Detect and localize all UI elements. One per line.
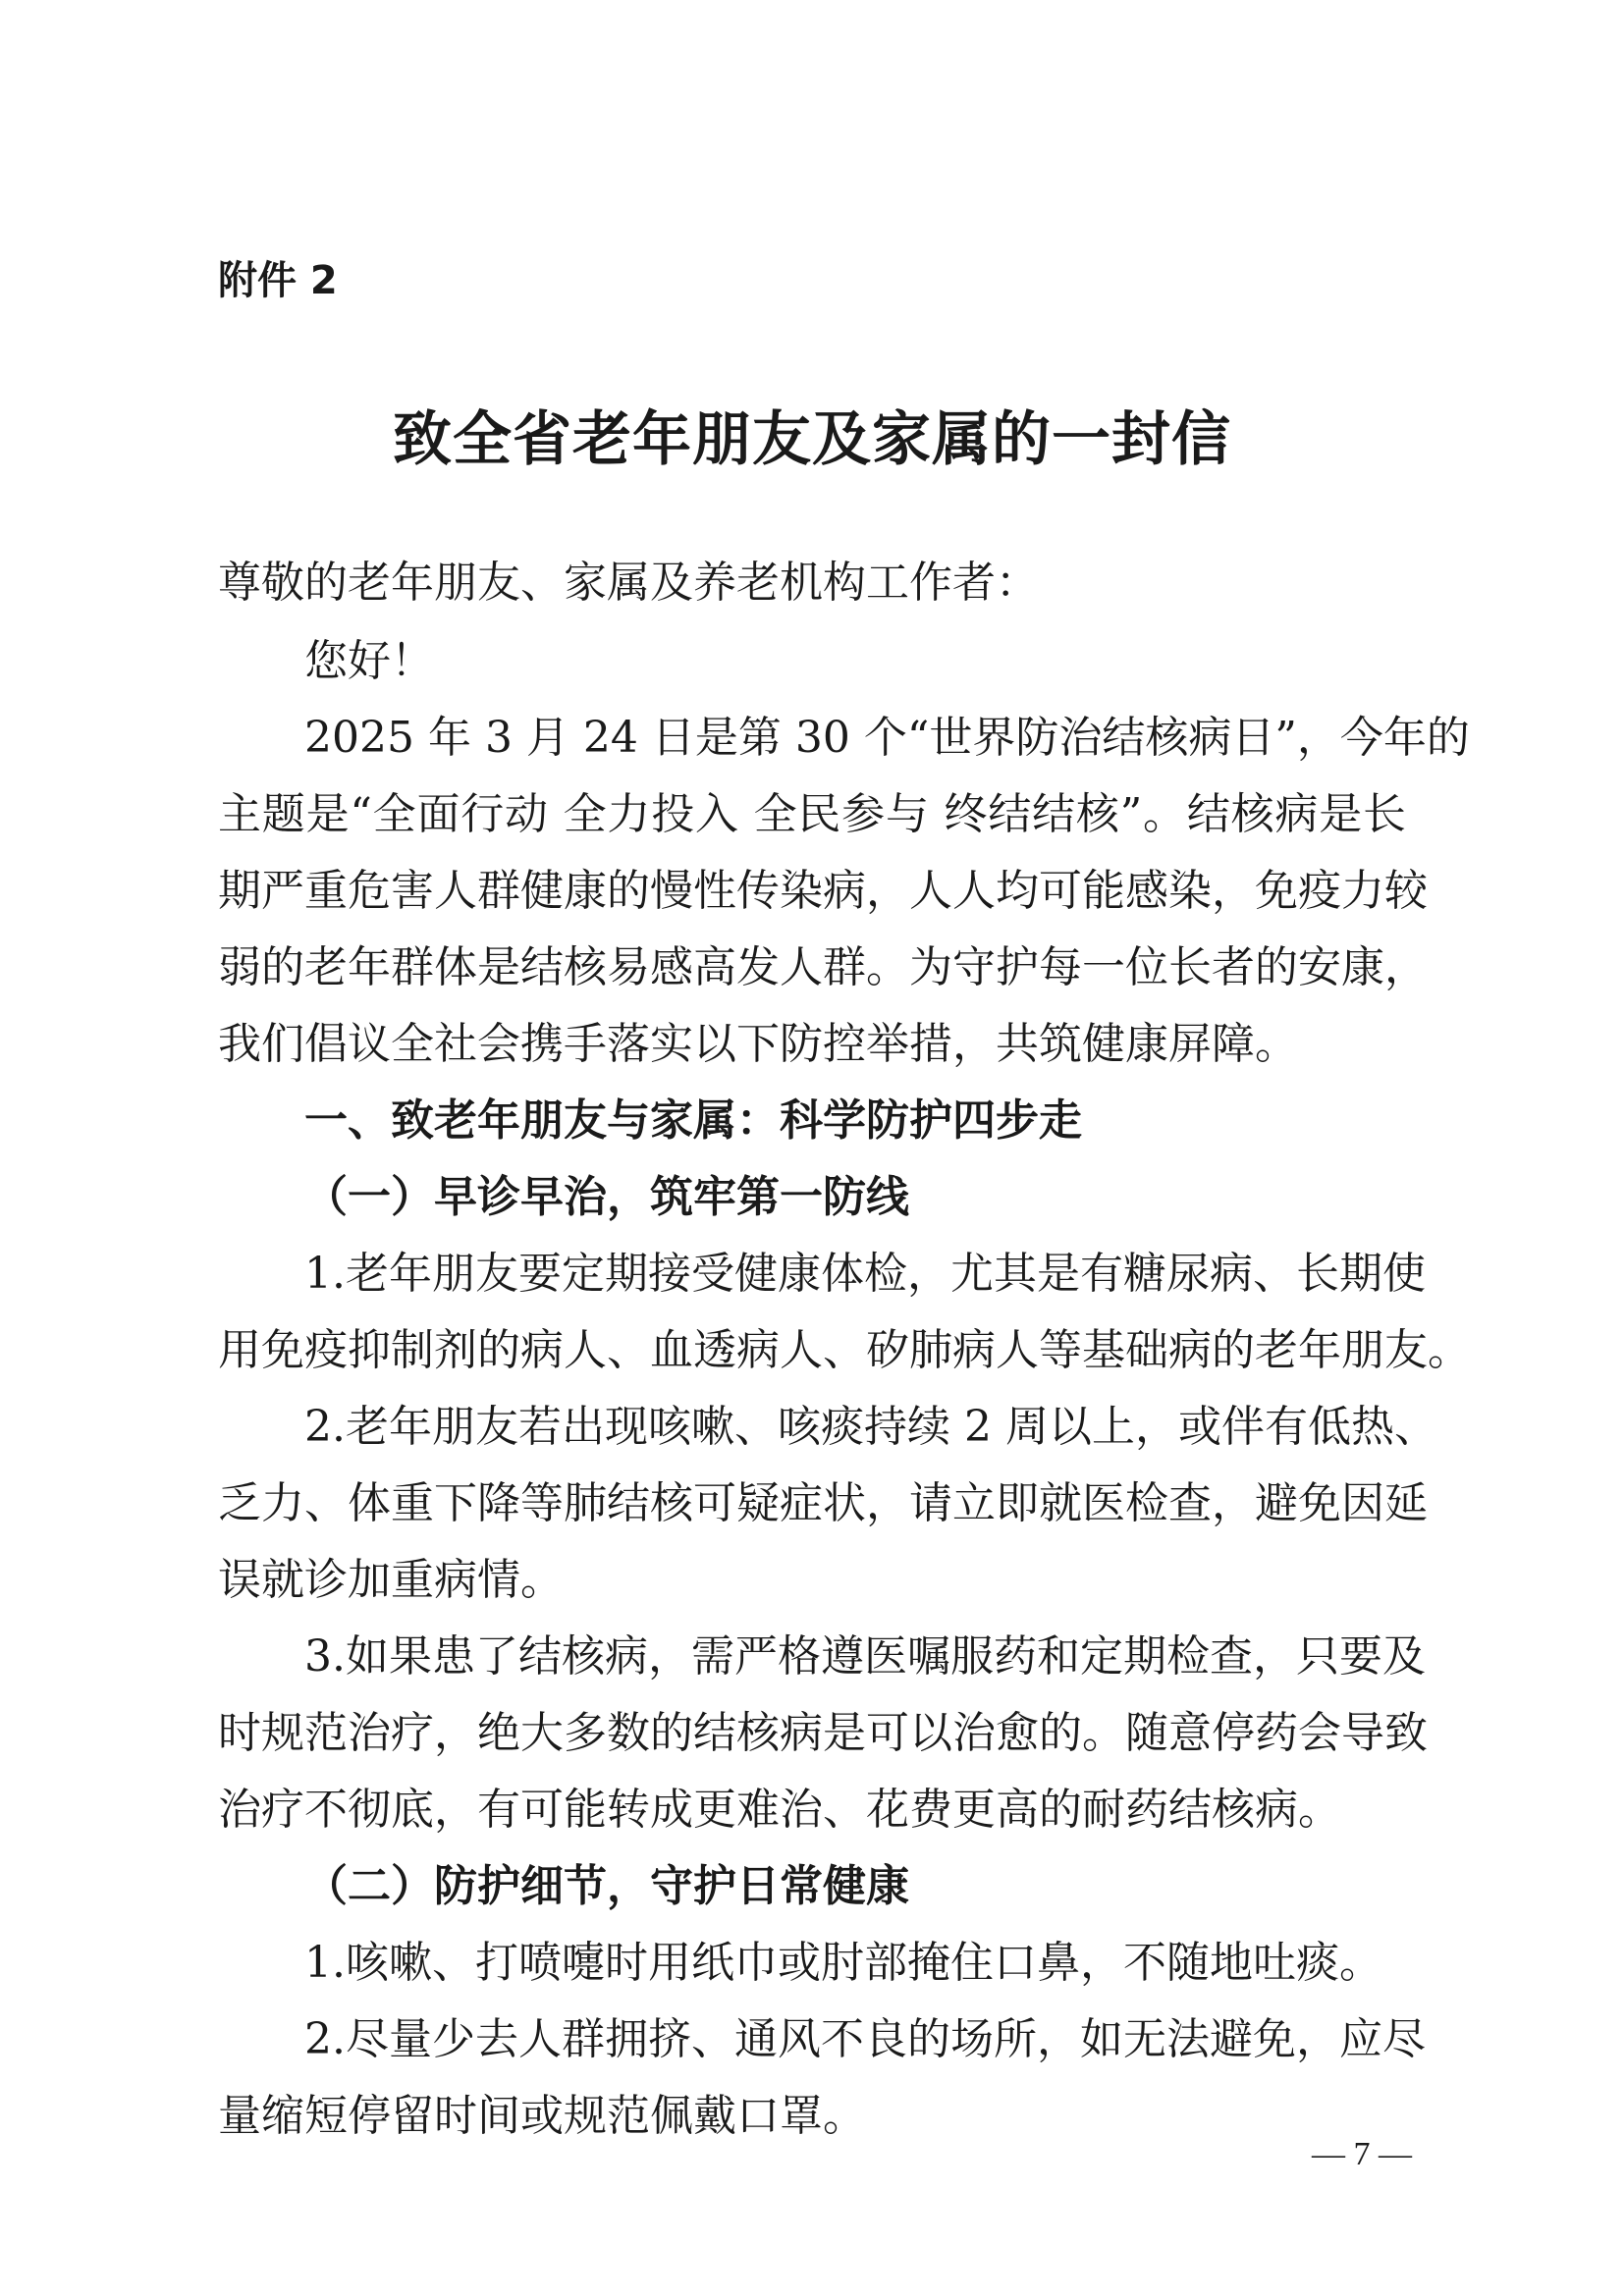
sub1-item-3-line-3: 治疗不彻底，有可能转成更难治、花费更高的耐药结核病。 (218, 1785, 1341, 1835)
letter-title: 致全省老年朋友及家属的一封信 (393, 405, 1231, 474)
sub1-item-1-line-2: 用免疫抑制剂的病人、血透病人、矽肺病人等基础病的老年朋友。 (218, 1325, 1471, 1375)
sub1-item-2-line-3: 误就诊加重病情。 (218, 1555, 564, 1605)
subsection-heading-2: （二）防护细节，守护日常健康 (304, 1861, 909, 1911)
sub1-item-2-line-1: 2.老年朋友若出现咳嗽、咳痰持续 2 周以上，或伴有低热、 (304, 1402, 1437, 1452)
page-number: — 7 — (1312, 2136, 1412, 2172)
subsection-heading-1: （一）早诊早治，筑牢第一防线 (304, 1172, 909, 1222)
sub1-item-3-line-1: 3.如果患了结核病，需严格遵医嘱服药和定期检查，只要及 (304, 1631, 1426, 1682)
intro-line-4: 弱的老年群体是结核易感高发人群。为守护每一位长者的安康， (218, 942, 1428, 992)
attachment-label: 附件 2 (218, 258, 338, 303)
sub2-item-1: 1.咳嗽、打喷嚏时用纸巾或肘部掩住口鼻，不随地吐痰。 (304, 1938, 1382, 1988)
intro-line-1: 2025 年 3 月 24 日是第 30 个“世界防治结核病日”，今年的 (304, 713, 1470, 763)
sub1-item-2-line-2: 乏力、体重下降等肺结核可疑症状，请立即就医检查，避免因延 (218, 1478, 1428, 1528)
sub2-item-2-line-2: 量缩短停留时间或规范佩戴口罩。 (218, 2091, 866, 2141)
salutation: 尊敬的老年朋友、家属及养老机构工作者： (218, 558, 1039, 608)
intro-line-5: 我们倡议全社会携手落实以下防控举措，共筑健康屏障。 (218, 1019, 1298, 1069)
intro-line-3: 期严重危害人群健康的慢性传染病，人人均可能感染，免疫力较 (218, 866, 1428, 916)
section-heading-1: 一、致老年朋友与家属：科学防护四步走 (304, 1095, 1082, 1146)
greeting: 您好！ (304, 636, 434, 686)
sub1-item-1-line-1: 1.老年朋友要定期接受健康体检，尤其是有糖尿病、长期使 (304, 1249, 1426, 1299)
sub2-item-2-line-1: 2.尽量少去人群拥挤、通风不良的场所，如无法避免，应尽 (304, 2014, 1426, 2064)
intro-line-2: 主题是“全面行动 全力投入 全民参与 终结结核”。结核病是长 (218, 789, 1406, 839)
sub1-item-3-line-2: 时规范治疗，绝大多数的结核病是可以治愈的。随意停药会导致 (218, 1708, 1428, 1758)
